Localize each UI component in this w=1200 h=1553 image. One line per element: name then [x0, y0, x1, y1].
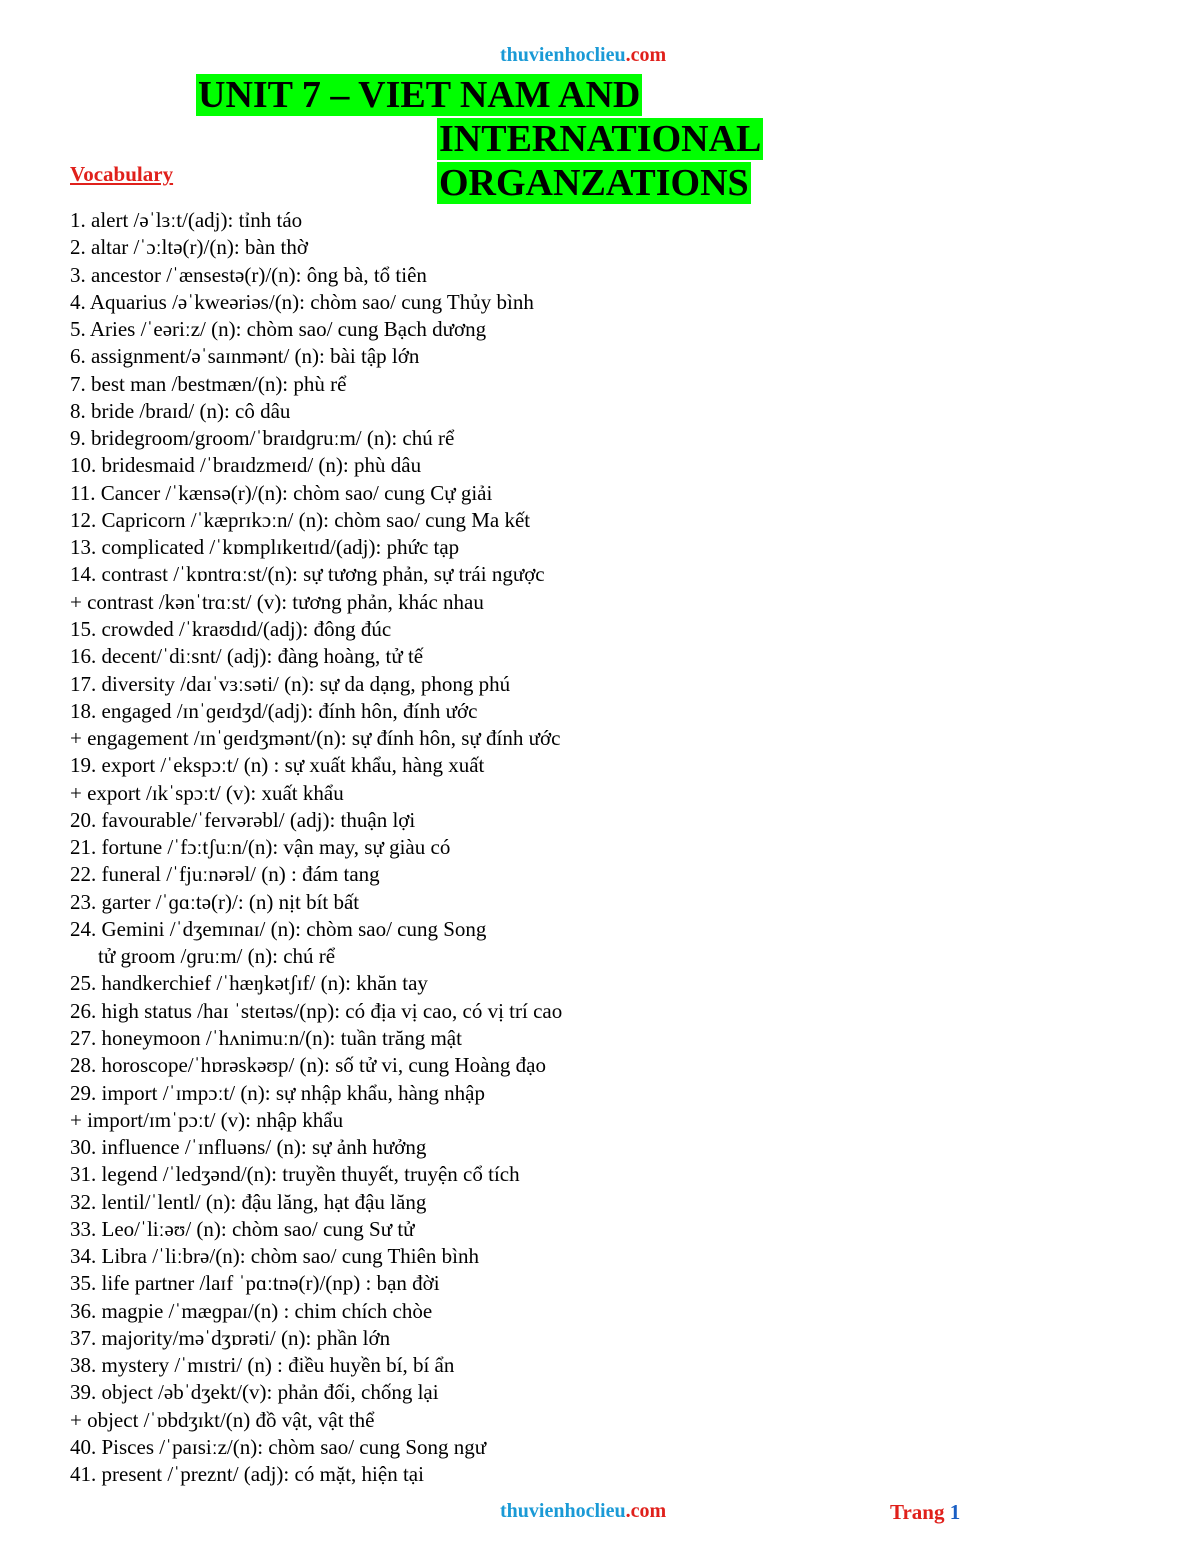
page-number: 1 [949, 1500, 961, 1524]
footer-brand-name: thuvienhoclieu [500, 1500, 626, 1522]
vocab-entry: + engagement /ɪnˈɡeɪdʒmənt/(n): sự đính hôn, sự đính ước [70, 726, 561, 751]
vocab-entry: 9. bridegroom/groom/ˈbraɪdɡruːm/ (n): chú rể [70, 426, 455, 451]
vocab-entry: 5. Aries /ˈeəriːz/ (n): chòm sao/ cung Bạch dương [70, 317, 487, 342]
vocabulary-list [70, 207, 1150, 1488]
unit-title-line-1: UNIT 7 – VIET NAM AND [198, 74, 641, 116]
vocab-entry: 32. lentil/ˈlentl/ (n): đậu lăng, hạt đậu lăng [70, 1189, 427, 1214]
vocab-entry: 21. fortune /ˈfɔːtʃuːn/(n): vận may, sự giàu có [70, 835, 451, 860]
vocab-entry: 7. best man /bestmæn/(n): phù rể [70, 371, 347, 396]
vocab-entry: 23. garter /ˈɡɑːtə(r)/: (n) nịt bít bất [70, 889, 360, 914]
vocab-entry: 35. life partner /laɪf ˈpɑːtnə(r)/(np) : bạn đời [70, 1271, 440, 1296]
vocab-entry: 25. handkerchief /ˈhæŋkətʃɪf/ (n): khăn tay [70, 971, 428, 996]
vocab-entry: 19. export /ˈekspɔːt/ (n) : sự xuất khẩu, hàng xuất [70, 753, 485, 778]
page-word: Trang [890, 1500, 945, 1524]
vocab-entry: 41. present /ˈpreznt/ (adj): có mặt, hiện tại [70, 1462, 424, 1487]
vocab-entry: 2. altar /ˈɔːltə(r)/(n): bàn thờ [70, 235, 308, 260]
vocab-entry: 30. influence /ˈɪnfluəns/ (n): sự ảnh hưởng [70, 1135, 427, 1160]
vocab-entry: 39. object /əbˈdʒekt/(v): phản đối, chống lại [70, 1380, 439, 1405]
vocab-entry: 29. import /ˈɪmpɔːt/ (n): sự nhập khẩu, hàng nhập [70, 1080, 485, 1105]
vocab-entry: 4. Aquarius /əˈkweəriəs/(n): chòm sao/ cung Thủy bình [70, 289, 534, 314]
vocab-entry: 8. bride /braɪd/ (n): cô dâu [70, 398, 291, 423]
vocab-entry: + import/ɪmˈpɔːt/ (v): nhập khẩu [70, 1107, 344, 1132]
vocab-entry: + export /ɪkˈspɔːt/ (v): xuất khẩu [70, 780, 344, 805]
vocab-entry: 31. legend /ˈledʒənd/(n): truyền thuyết, truyện cổ tích [70, 1162, 520, 1187]
vocab-entry: 33. Leo/ˈliːəʊ/ (n): chòm sao/ cung Sư tử [70, 1216, 415, 1241]
vocab-entry: 18. engaged /ɪnˈɡeɪdʒd/(adj): đính hôn, đính ước [70, 698, 478, 723]
header-site-link[interactable] [500, 44, 666, 67]
vocab-entry: 27. honeymoon /ˈhʌnimuːn/(n): tuần trăng mật [70, 1025, 462, 1050]
vocab-entry: 16. decent/ˈdiːsnt/ (adj): đàng hoàng, tử tế [70, 644, 424, 669]
footer-site-link[interactable] [500, 1500, 666, 1523]
unit-title-line-2: INTERNATIONAL [439, 118, 762, 160]
vocab-entry: 20. favourable/ˈfeɪvərəbl/ (adj): thuận lợi [70, 807, 416, 832]
vocab-entry: 17. diversity /daɪˈvɜːsəti/ (n): sự da dạng, phong phú [70, 671, 511, 696]
header-brand-name: thuvienhoclieu [500, 44, 626, 66]
unit-title-line-3: ORGANZATIONS [439, 162, 749, 204]
vocab-entry: 36. magpie /ˈmæɡpaɪ/(n) : chim chích chòe [70, 1298, 433, 1323]
vocab-entry: 40. Pisces /ˈpaɪsiːz/(n): chòm sao/ cung Song ngư [70, 1434, 487, 1459]
vocab-entry: 10. bridesmaid /ˈbraɪdzmeɪd/ (n): phù dâu [70, 453, 422, 478]
vocab-entry: 13. complicated /ˈkɒmplɪkeɪtɪd/(adj): phức tạp [70, 535, 460, 560]
footer-brand-domain: .com [625, 1500, 667, 1522]
vocab-entry: 12. Capricorn /ˈkæprɪkɔːn/ (n): chòm sao/ cung Ma kết [70, 507, 531, 532]
vocabulary-heading: Vocabulary [70, 162, 174, 186]
vocab-entry: 26. high status /haɪ ˈsteɪtəs/(np): có địa vị cao, có vị trí cao [70, 998, 563, 1023]
vocab-entry: 37. majority/məˈdʒɒrəti/ (n): phần lớn [70, 1325, 391, 1350]
vocab-entry: 38. mystery /ˈmɪstri/ (n) : điều huyền bí, bí ẩn [70, 1353, 455, 1378]
vocab-entry: 1. alert /əˈlɜːt/(adj): tỉnh táo [70, 208, 303, 232]
vocab-entry: 6. assignment/əˈsaɪnmənt/ (n): bài tập lớn [70, 344, 420, 369]
vocab-entry: 3. ancestor /ˈænsestə(r)/(n): ông bà, tổ tiên [70, 262, 427, 287]
vocab-entry: 11. Cancer /ˈkænsə(r)/(n): chòm sao/ cung Cự giải [70, 480, 493, 505]
vocab-entry: 24. Gemini /ˈdʒemɪnaɪ/ (n): chòm sao/ cung Song [70, 916, 487, 941]
header-brand-domain: .com [625, 44, 667, 66]
vocab-entry: + object /ˈɒbdʒɪkt/(n) đồ vật, vật thể [70, 1407, 375, 1432]
vocab-entry: + contrast /kənˈtrɑːst/ (v): tương phản, khác nhau [70, 589, 484, 614]
vocab-entry: 15. crowded /ˈkraʊdɪd/(adj): đông đúc [70, 616, 392, 641]
vocab-entry: 28. horoscope/ˈhɒrəskəʊp/ (n): số tử vi, cung Hoàng đạo [70, 1053, 546, 1078]
page-number-label [890, 1500, 960, 1525]
vocab-entry: 34. Libra /ˈliːbrə/(n): chòm sao/ cung Thiên bình [70, 1244, 480, 1269]
vocab-entry: 22. funeral /ˈfjuːnərəl/ (n) : đám tang [70, 862, 380, 887]
vocab-entry-continuation: tử groom /ɡruːm/ (n): chú rể [98, 944, 336, 969]
vocab-entry: 14. contrast /ˈkɒntrɑːst/(n): sự tương phản, sự trái ngược [70, 562, 545, 587]
